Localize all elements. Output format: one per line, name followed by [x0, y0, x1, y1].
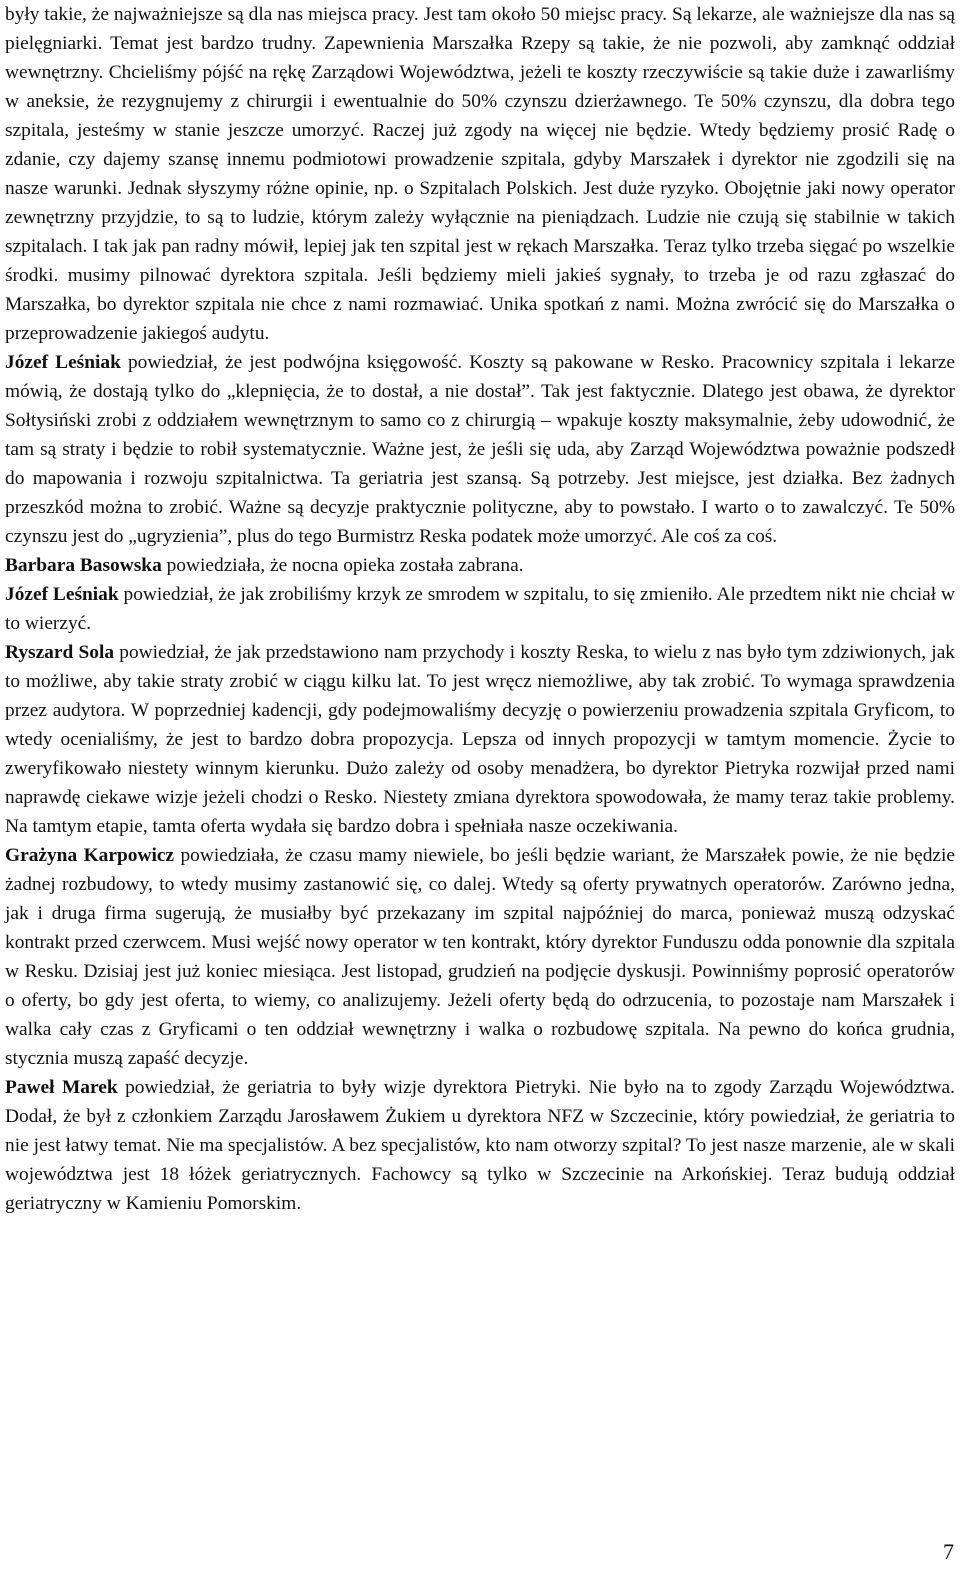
paragraph [5, 580, 955, 638]
paragraph [5, 638, 955, 841]
speaker-name: Barbara Basowska [5, 555, 162, 576]
speaker-name: Paweł Marek [5, 1077, 118, 1098]
paragraph-text: powiedział, że jak przedstawiono nam przychody i koszty Reska, to wielu z nas było tym zdziwionych, jak to możliwe, aby takie straty zrobić w ciągu kilku lat. To jest wręcz niemożliwe, aby tak zrobić. To wymaga sprawdzenia przez audytora. W poprzedniej kadencji, gdy podejmowaliśmy decyzję o powierzeniu prowadzenia szpitala Gryficom, to wtedy ocenialiśmy, że jest to bardzo dobra propozycja. Lepsza od innych propozycji w tamtym momencie. Życie to zweryfikowało niestety winnym kierunku. Dużo zależy od osoby menadżera, bo dyrektor Pietryka rozwijał przed nami naprawdę ciekawe wizje jeżeli chodzi o Resko. Niestety zmiana dyrektora spowodowała, że mamy teraz takie problemy. Na tamtym etapie, tamta oferta wydała się bardzo dobra i spełniała nasze oczekiwania. [5, 642, 955, 837]
paragraph-text: powiedział, że jest podwójna księgowość. Koszty są pakowane w Resko. Pracownicy szpitala i lekarze mówią, że dostają tylko do „klepnięcia, że to dostał, a nie dostał”. Tak jest faktycznie. Dlatego jest obawa, że dyrektor Sołtysiński zrobi z oddziałem wewnętrznym to samo co z chirurgią – wpakuje koszty maksymalnie, żeby udowodnić, że tam są straty i będzie to robił systematycznie. Ważne jest, że jeśli się uda, aby Zarząd Województwa poważnie podszedł do mapowania i rozwoju szpitalnictwa. Ta geriatria jest szansą. Są potrzeby. Jest miejsce, jest działka. Bez żadnych przeszkód można to zrobić. Ważne są decyzje praktycznie polityczne, aby to powstało. I warto o to zawalczyć. Te 50% czynszu jest do „ugryzienia”, plus do tego Burmistrz Reska podatek może umorzyć. Ale coś za coś. [5, 352, 955, 547]
paragraph-text: powiedział, że geriatria to były wizje dyrektora Pietryki. Nie było na to zgody Zarządu Województwa. Dodał, że był z członkiem Zarządu Jarosławem Żukiem u dyrektora NFZ w Szczecinie, który powiedział, że geriatria to nie jest łatwy temat. Nie ma specjalistów. A bez specjalistów, kto nam otworzy szpital? To jest nasze marzenie, ale w skali województwa jest 18 łóżek geriatrycznych. Fachowcy są tylko w Szczecinie na Arkońskiej. Teraz budują oddział geriatryczny w Kamieniu Pomorskim. [5, 1077, 955, 1214]
paragraph-text: powiedziała, że czasu mamy niewiele, bo jeśli będzie wariant, że Marszałek powie, że nie będzie żadnej rozbudowy, to wtedy musimy zastanowić się, co dalej. Wtedy są oferty prywatnych operatorów. Zarówno jedna, jak i druga firma sugerują, że musiałby być przekazany im szpital najpóźniej do marca, ponieważ muszą odzyskać kontrakt przed czerwcem. Musi wejść nowy operator w ten kontrakt, który dyrektor Funduszu odda ponownie dla szpitala w Resku. Dzisiaj jest już koniec miesiąca. Jest listopad, grudzień na podjęcie dyskusji. Powinniśmy poprosić operatorów o oferty, bo gdy jest oferta, to wiemy, co analizujemy. Jeżeli oferty będą do odrzucenia, to pozostaje nam Marszałek i walka cały czas z Gryficami o ten oddział wewnętrzny i walka o rozbudowę szpitala. Na pewno do końca grudnia, stycznia muszą zapaść decyzje. [5, 845, 955, 1069]
paragraph [5, 551, 955, 580]
paragraph-text: powiedziała, że nocna opieka została zabrana. [161, 555, 524, 576]
paragraph-text: były takie, że najważniejsze są dla nas miejsca pracy. Jest tam około 50 miejsc pracy. Są lekarze, ale ważniejsze dla nas są pielęgniarki. Temat jest bardzo trudny. Zapewnienia Marszałka Rzepy są takie, że nie pozwoli, aby zamknąć oddział wewnętrzny. Chcieliśmy pójść na rękę Zarządowi Województwa, jeżeli te koszty rzeczywiście są takie duże i zawarliśmy w aneksie, że rezygnujemy z chirurgii i ewentualnie do 50% czynszu dzierżawnego. Te 50% czynszu, dla dobra tego szpitala, jesteśmy w stanie jeszcze umorzyć. Raczej już zgody na więcej nie będzie. Wtedy będziemy prosić Radę o zdanie, czy dajemy szansę innemu podmiotowi prowadzenie szpitala, gdyby Marszałek i dyrektor nie zgodzili się na nasze warunki. Jednak słyszymy różne opinie, np. o Szpitalach Polskich. Jest duże ryzyko. Obojętnie jaki nowy operator zewnętrzny przyjdzie, to są to ludzie, którym zależy wyłącznie na pieniądzach. Ludzie nie czują się stabilnie w takich szpitalach. I tak jak pan radny mówił, lepiej jak ten szpital jest w rękach Marszałka. Teraz tylko trzeba sięgać po wszelkie środki. musimy pilnować dyrektora szpitala. Jeśli będziemy mieli jakieś sygnały, to trzeba je od razu zgłaszać do Marszałka, bo dyrektor szpitala nie chce z nami rozmawiać. Unika spotkań z nami. Można zwrócić się do Marszałka o przeprowadzenie jakiegoś audytu. [5, 4, 955, 344]
speaker-name: Józef Leśniak [5, 584, 119, 605]
speaker-name: Ryszard Sola [5, 642, 115, 663]
document-page [5, 0, 955, 1218]
paragraph [5, 841, 955, 1073]
paragraph [5, 1073, 955, 1218]
paragraph [5, 0, 955, 348]
paragraph [5, 348, 955, 551]
speaker-name: Józef Leśniak [5, 352, 121, 373]
paragraph-text: powiedział, że jak zrobiliśmy krzyk ze smrodem w szpitalu, to się zmieniło. Ale przedtem nikt nie chciał w to wierzyć. [5, 584, 955, 634]
speaker-name: Grażyna Karpowicz [5, 845, 175, 866]
page-number: 7 [943, 1539, 954, 1564]
